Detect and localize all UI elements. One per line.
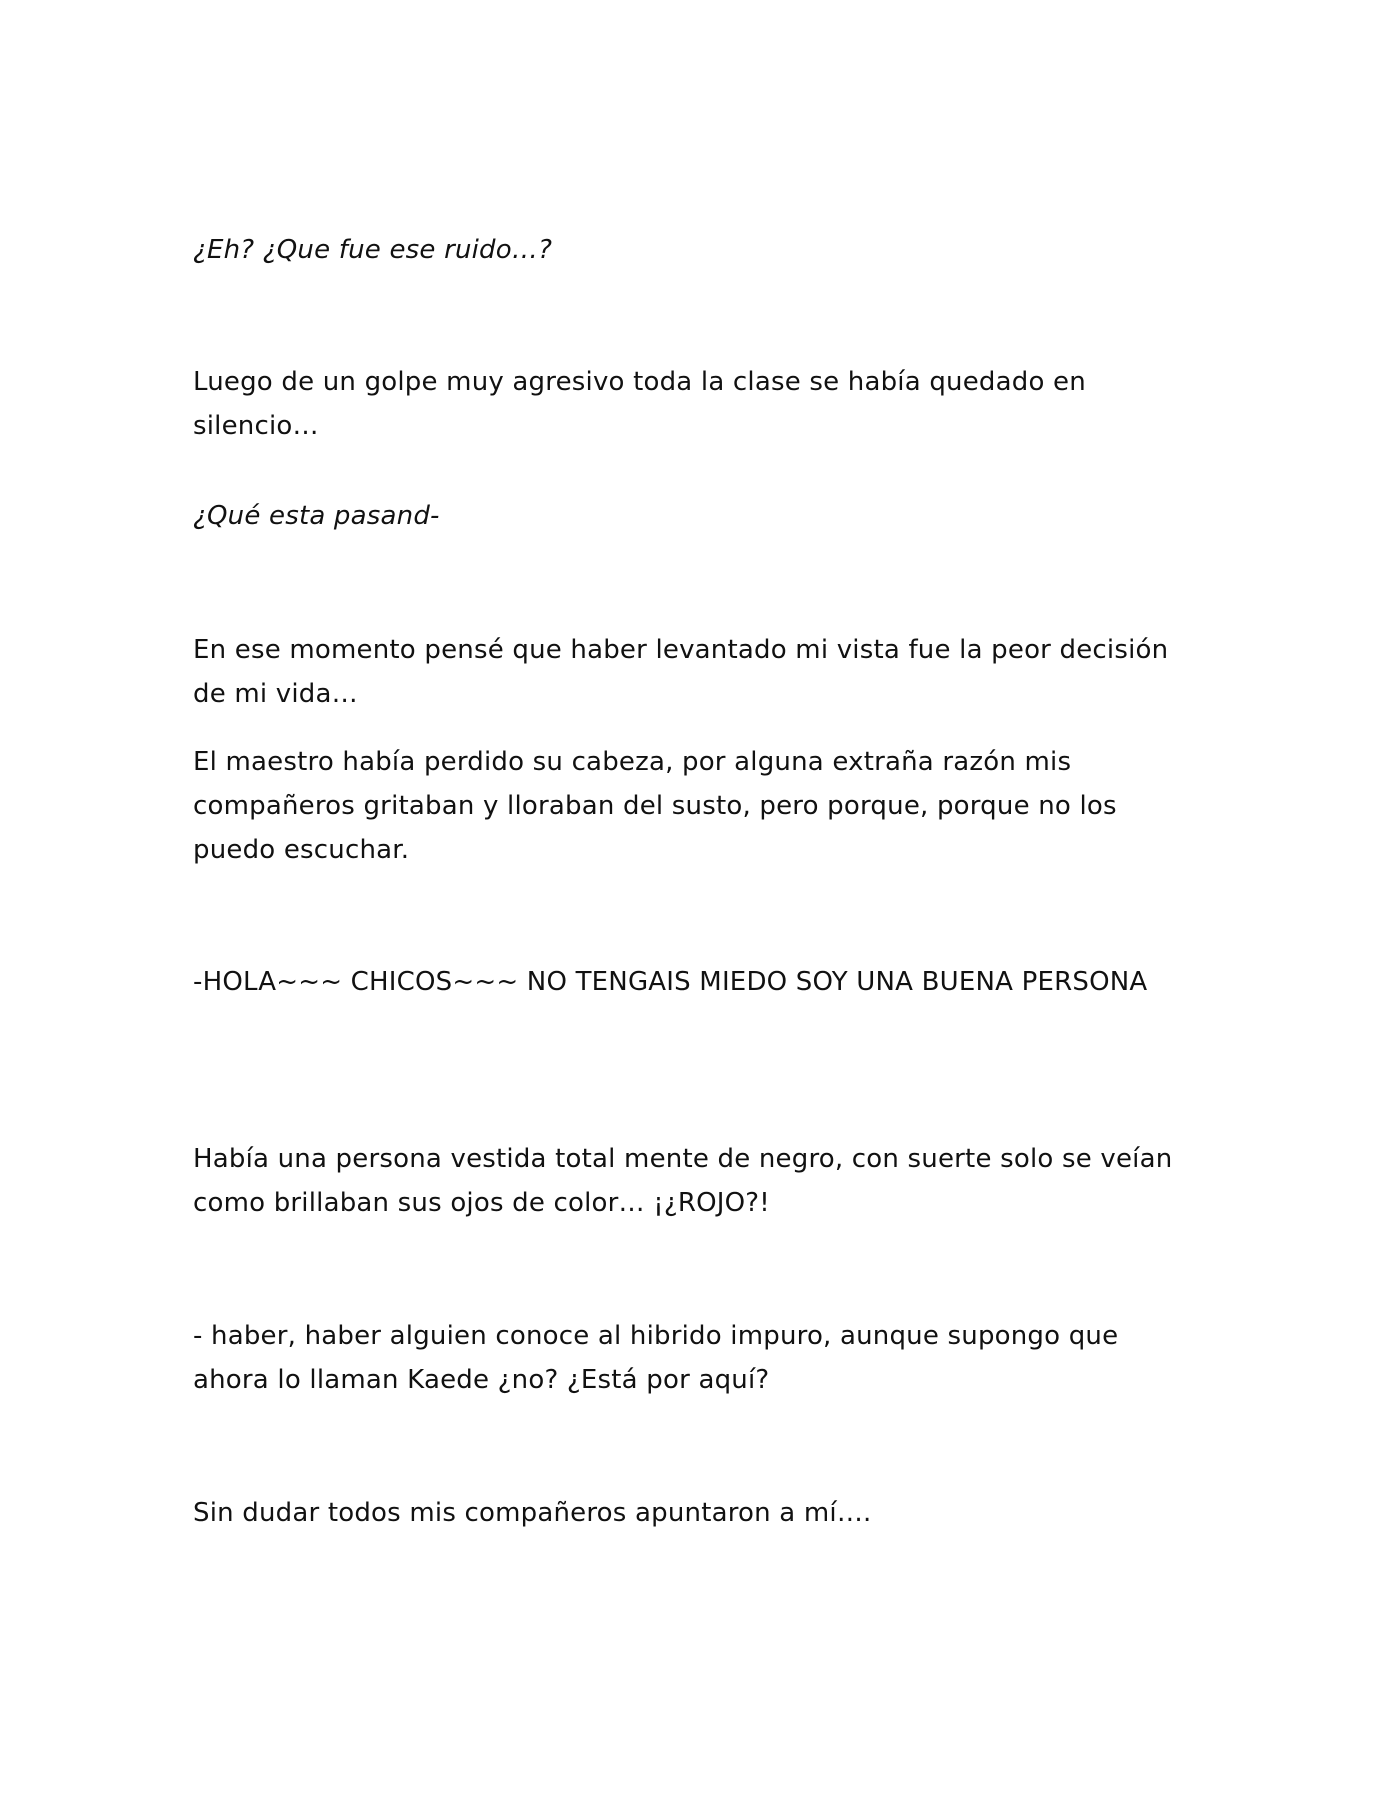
paragraph-silence: Luego de un golpe muy agresivo toda la clase se había quedado en silencio…	[193, 367, 1086, 441]
paragraph-teacher: El maestro había perdido su cabeza, por alguna extraña razón mis compañeros gritaban y lloraban del susto, pero porque, porque no los puedo escuchar.	[193, 747, 1117, 865]
paragraph-thought-interrupted: ¿Qué esta pasand-	[193, 501, 440, 531]
paragraph-decision: En ese momento pensé que haber levantado mi vista fue la peor decisión de mi vida…	[193, 635, 1169, 709]
paragraph-classmates-point: Sin dudar todos mis compañeros apuntaron a mí….	[193, 1498, 872, 1528]
paragraph-question-kaede: - haber, haber alguien conoce al hibrido impuro, aunque supongo que ahora lo llaman Kaede ¿no? ¿Está por aquí?	[193, 1321, 1119, 1395]
paragraph-thought-noise: ¿Eh? ¿Que fue ese ruido…?	[193, 235, 553, 265]
paragraph-person-black: Había una persona vestida total mente de negro, con suerte solo se veían como brillaban sus ojos de color… ¡¿ROJO?!	[193, 1144, 1173, 1218]
paragraph-greeting: -HOLA~~~ CHICOS~~~ NO TENGAIS MIEDO SOY UNA BUENA PERSONA	[193, 967, 1148, 997]
